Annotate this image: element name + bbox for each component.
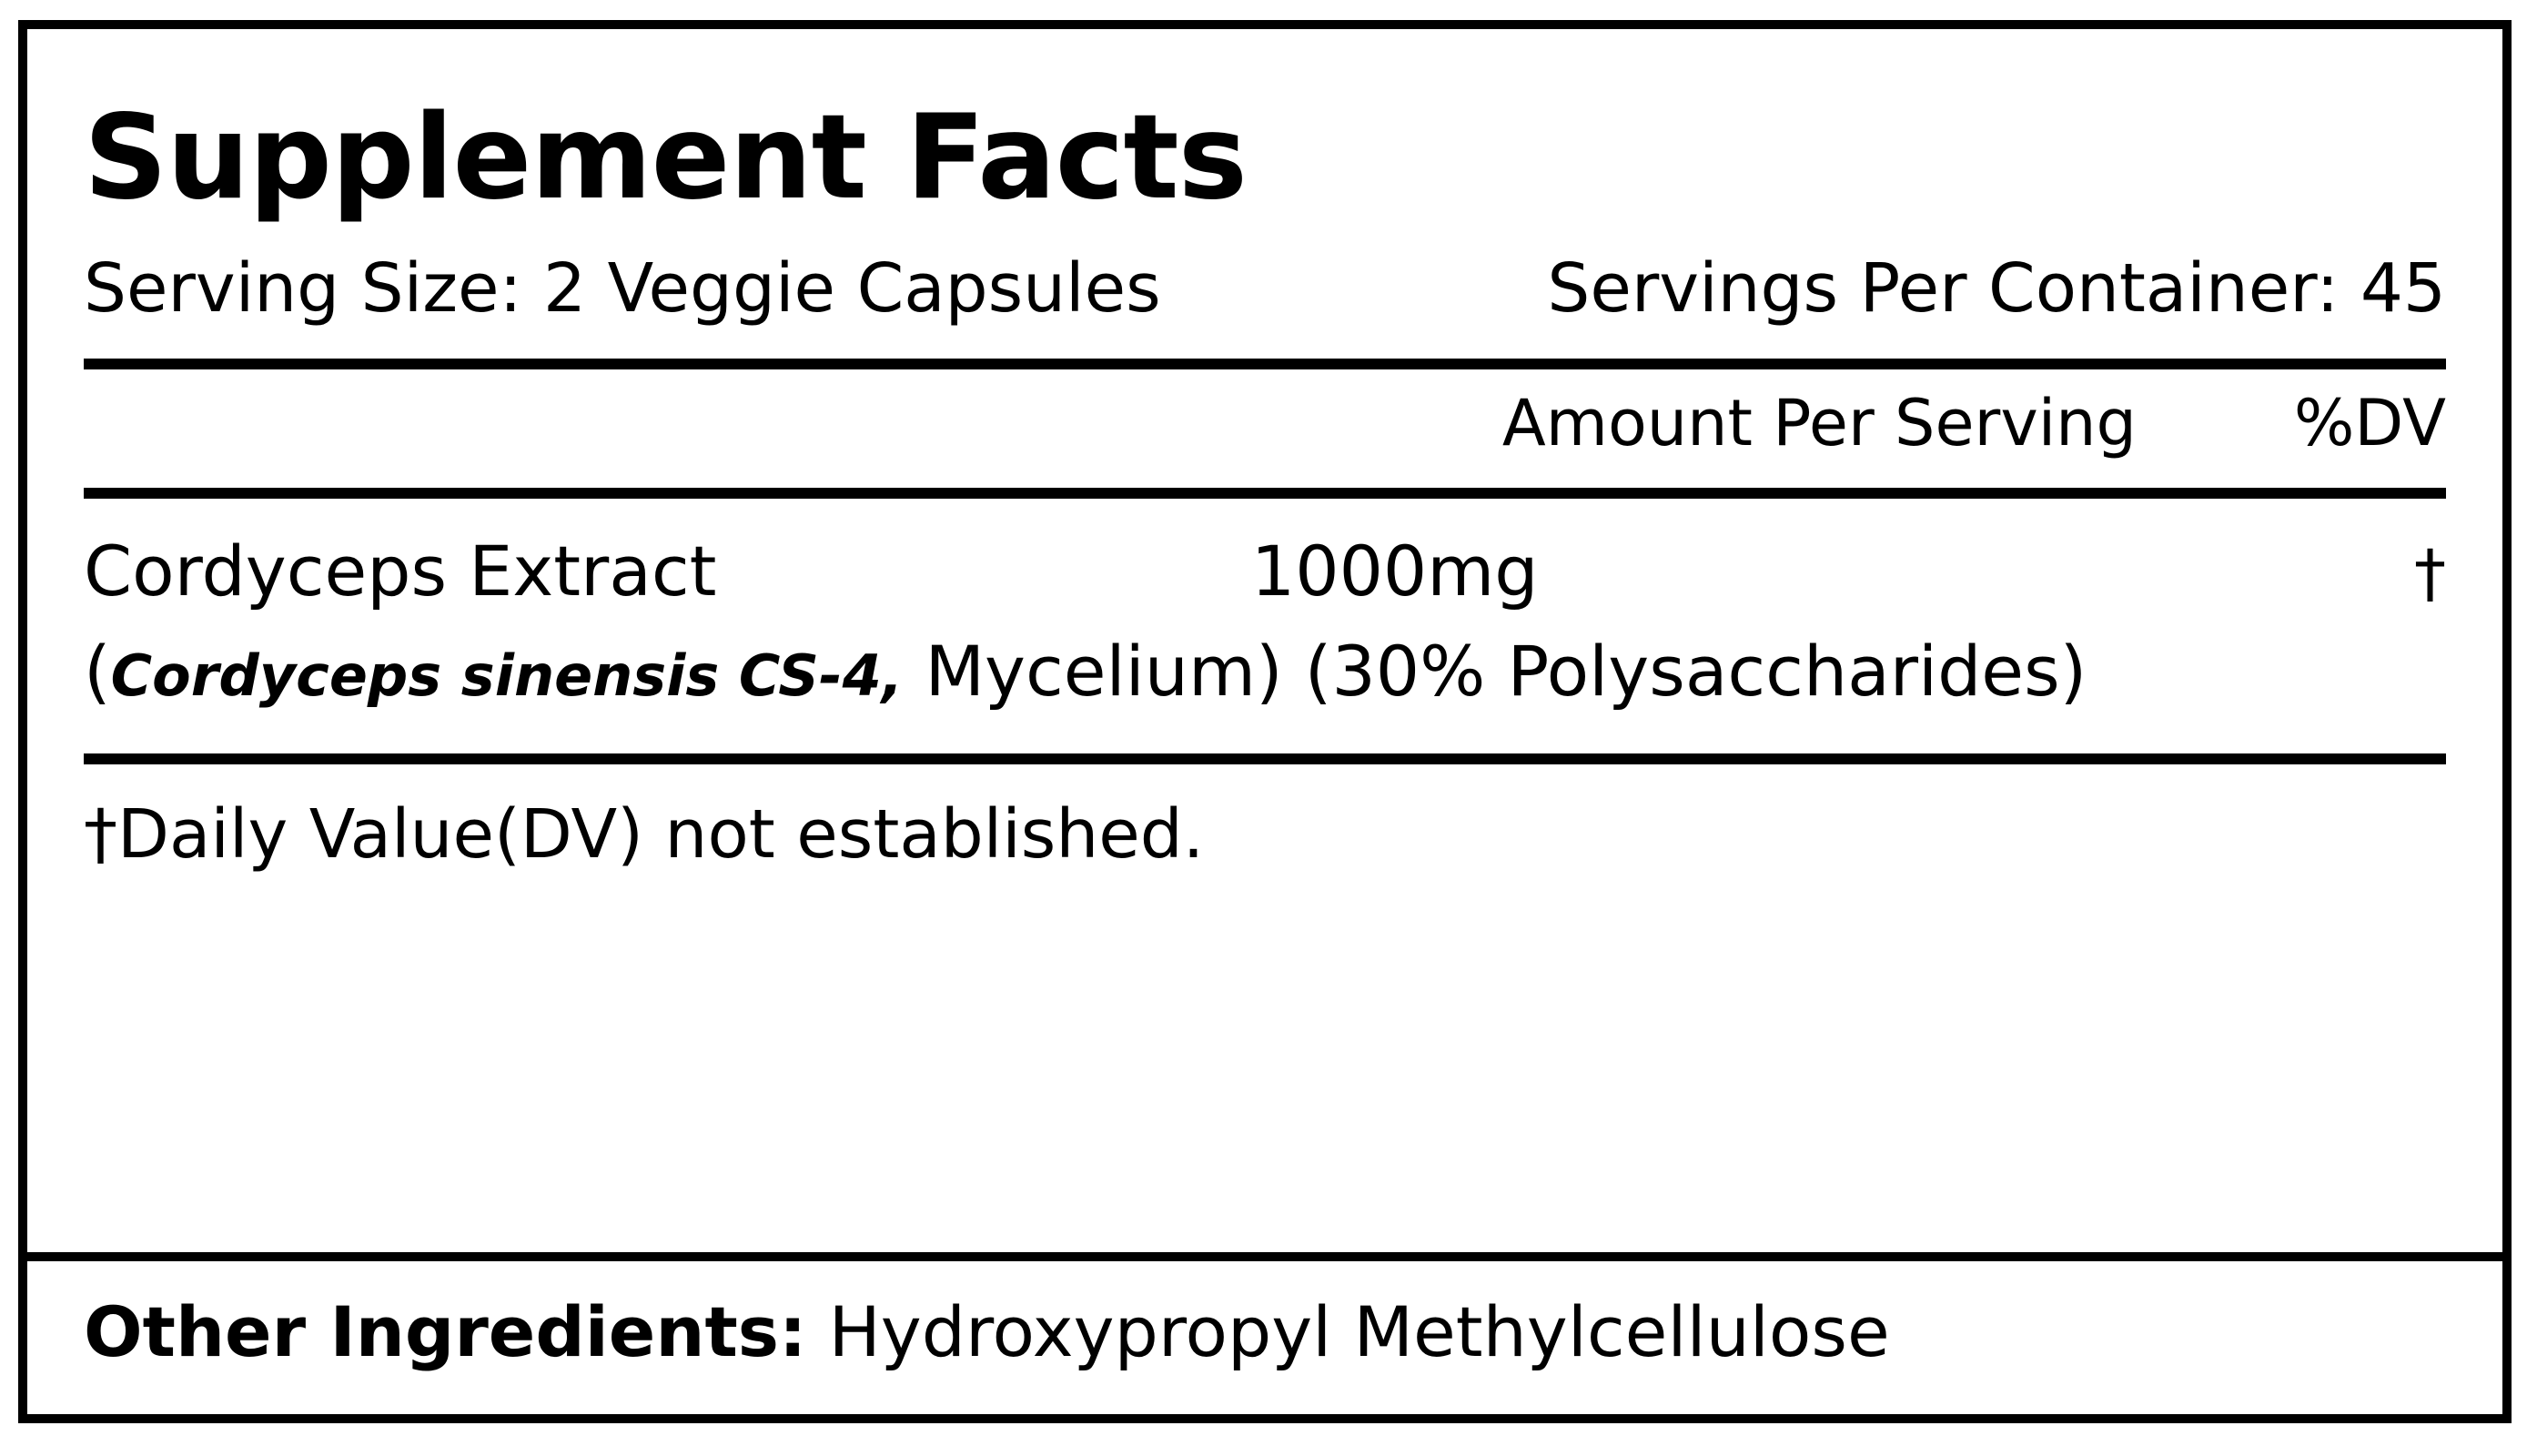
ingredient-latin-name: Cordyceps sinensis CS-4, — [110, 642, 904, 709]
ingredient-dv: † — [2414, 536, 2446, 611]
supplement-facts-panel — [18, 20, 2512, 1423]
servings-per-container: Servings Per Container: 45 — [1547, 249, 2446, 328]
divider-under-headers — [84, 488, 2446, 499]
ingredient-source-line — [84, 606, 2446, 712]
other-ingredients-label: Other Ingredients: — [84, 1291, 807, 1372]
other-ingredients-value: Hydroxypropyl Methylcellulose — [828, 1291, 1890, 1372]
column-headers — [84, 369, 2446, 471]
column-header-dv: %DV — [2293, 386, 2446, 460]
supplement-facts-content — [27, 29, 2502, 1414]
table-row — [84, 499, 2446, 612]
divider-top — [84, 359, 2446, 369]
ingredient-source-prefix: ( — [84, 631, 111, 712]
column-header-amount: Amount Per Serving — [1501, 386, 2137, 460]
divider-above-other-ingredients — [27, 1252, 2502, 1261]
other-ingredients — [84, 1291, 2446, 1372]
page-title: Supplement Facts — [84, 90, 1247, 226]
ingredient-source-rest: Mycelium) (30% Polysaccharides) — [903, 631, 2087, 712]
divider-above-footnote — [84, 753, 2446, 764]
serving-info — [84, 249, 2446, 328]
daily-value-footnote: †Daily Value(DV) not established. — [84, 795, 1205, 874]
ingredient-amount: 1000mg — [1250, 531, 1539, 612]
ingredient-name: Cordyceps Extract — [84, 531, 717, 612]
serving-size: Serving Size: 2 Veggie Capsules — [84, 249, 1161, 328]
